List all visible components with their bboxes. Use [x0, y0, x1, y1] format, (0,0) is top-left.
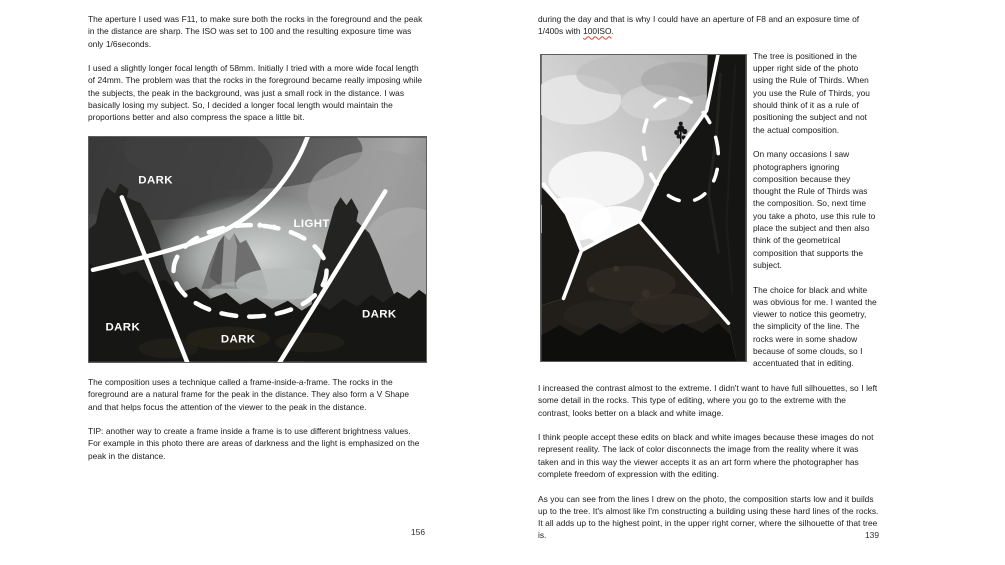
page-top-margin — [538, 0, 879, 13]
paragraph-black-and-white: The choice for black and white was obvious for me. I wanted the viewer to notice this geometry, the simplicity of the line. The rocks were in some shadow because of some clouds, so I accentuated that in editing. — [753, 284, 877, 369]
paragraph-aperture: The aperture I used was F11, to make sure both the rocks in the foreground and the peak in the distance are sharp. The ISO was set to 100 and the resulting exposure time was only 1/6seconds. — [88, 14, 423, 49]
text-wrap-block — [538, 50, 879, 542]
paragraph-contrast: I increased the contrast almost to the extreme. I didn't want to have full silhouettes, so I left some detail in the rocks. This type of editing, where you go to the extreme with the contrast, looks better on a black and white image. — [538, 382, 878, 418]
paragraph-focal-length: I used a slightly longer focal length of 58mm. Initially I tried with a more wide focal length of 24mm. The problem was that the rocks in the foreground became really imposing while the subjects, the peak in the background, was just a small rock in the distance. I was basically losing my subject. So, I decided a longer focal length would maintain the proportions better and also compress the space a little bit. — [88, 63, 423, 123]
page-top-margin — [88, 0, 425, 13]
dot — [257, 223, 262, 228]
mountain-photo-artwork — [89, 137, 426, 362]
label-light: LIGHT — [293, 218, 330, 231]
paragraph-tip: TIP: another way to create a frame inside a frame is to use different brightness values. For example in this photo there are areas of darkness and the light is emphasized on the peak in the distance. — [88, 426, 420, 461]
paragraph-rule-of-thirds: The tree is positioned in the upper right side of the photo using the Rule of Thirds. When you use the Rule of Thirds, you should think of it as a rule of positioning the subject and not the actual composition. — [753, 50, 870, 135]
paragraph-lines-drawn: As you can see from the lines I drew on the photo, the composition starts low and it builds up to the tree. It's almost like I'm constructing a building using these hard lines of the rocks. It all adds up to the highest point, in the upper right corner, where the silhouette of that tree is. — [538, 493, 879, 541]
paragraph-frame-inside-frame: The composition uses a technique called a frame-inside-a-frame. The rocks in the foreground are a natural frame for the peak in the distance. They also form a V Shape and that helps focus the attention of the viewer to the peak in the distance. — [88, 376, 410, 412]
label-dark-right: DARK — [361, 308, 397, 321]
label-dark-bottom-left: DARK — [105, 321, 141, 334]
misspelled-word: 100ISO — [583, 26, 612, 37]
page-left — [88, 0, 425, 565]
dot — [271, 225, 276, 230]
label-dark-bottom-center: DARK — [220, 333, 256, 346]
paragraph-edits-accepted: I think people accept these edits on black and white images because these images do not represent reality. The lack of color disconnects the image from the reality where it was taken and in this way the viewer accepts it as an art form where the photographer has complete freedom of expression with the editing. — [538, 432, 874, 479]
intro-period: . — [611, 26, 614, 37]
annotated-photo-tree — [540, 54, 747, 362]
paragraph-exposure — [538, 13, 879, 38]
tree-photo-artwork — [541, 55, 746, 361]
annotated-photo-mountains — [88, 136, 427, 363]
label-dark-top: DARK — [138, 174, 173, 187]
paragraph-occasions: On many occasions I saw photographers ignoring composition because they thought the Rule of Thirds was the composition. So, next time you take a photo, use this rule to place the subject and then also think of the geometrical composition that supports the subject. — [753, 149, 876, 270]
page-number-left: 156 — [411, 527, 425, 537]
page-number-right: 139 — [865, 530, 879, 540]
page-right — [538, 0, 879, 565]
intro-text: during the day and that is why I could have an aperture of F8 and an exposure time of 1/400s with — [538, 14, 860, 37]
